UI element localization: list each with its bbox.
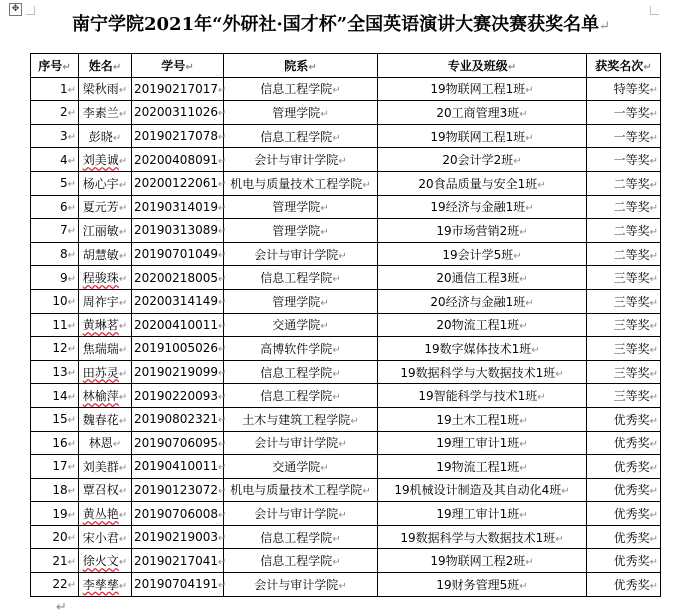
row-major-class-cell: 19智能科学与技术1班↵	[378, 384, 587, 408]
table-row	[31, 384, 661, 408]
row-name-cell: 刘美群↵	[79, 455, 132, 479]
row-major-class-cell: 20食品质量与安全1班↵	[378, 171, 587, 195]
row-major-class-cell: 20经济与金融1班↵	[378, 289, 587, 313]
row-no-cell: 10↵	[31, 289, 79, 313]
row-award-cell: 三等奖↵	[587, 360, 661, 384]
row-name-cell: 田苏灵↵	[79, 360, 132, 384]
row-name-cell: 彭晓↵	[79, 124, 132, 148]
row-major-class-cell: 19数字媒体技术1班↵	[378, 337, 587, 361]
row-department-cell: 高博软件学院↵	[224, 337, 378, 361]
row-award-cell: 优秀奖↵	[587, 407, 661, 431]
row-no-cell: 11↵	[31, 313, 79, 337]
row-no-cell: 5↵	[31, 171, 79, 195]
row-award-cell: 优秀奖↵	[587, 502, 661, 526]
row-name-cell: 魏春花↵	[79, 407, 132, 431]
row-major-class-cell: 19理工审计1班↵	[378, 502, 587, 526]
row-student-id-cell: 20200410011↵	[132, 313, 224, 337]
row-major-class-cell: 19物联网工程1班↵	[378, 77, 587, 101]
header-cell-award: 获奖名次↵	[587, 54, 661, 78]
row-major-class-cell: 19物流工程1班↵	[378, 455, 587, 479]
row-department-cell: 会计与审计学院↵	[224, 148, 378, 172]
row-department-cell: 信息工程学院↵	[224, 266, 378, 290]
header-cell-major-class: 专业及班级↵	[378, 54, 587, 78]
row-department-cell: 信息工程学院↵	[224, 384, 378, 408]
row-department-cell: 管理学院↵	[224, 219, 378, 243]
row-major-class-cell: 19土木工程1班↵	[378, 407, 587, 431]
row-no-cell: 19↵	[31, 502, 79, 526]
table-row	[31, 360, 661, 384]
row-name-cell: 李素兰↵	[79, 101, 132, 125]
row-name-cell: 覃召权↵	[79, 478, 132, 502]
table-row	[31, 289, 661, 313]
row-award-cell: 三等奖↵	[587, 289, 661, 313]
row-award-cell: 优秀奖↵	[587, 455, 661, 479]
table-row	[31, 195, 661, 219]
row-department-cell: 信息工程学院↵	[224, 124, 378, 148]
row-student-id-cell: 20200311026↵	[132, 101, 224, 125]
row-name-cell: 杨心宇↵	[79, 171, 132, 195]
row-no-cell: 17↵	[31, 455, 79, 479]
row-student-id-cell: 20191005026↵	[132, 337, 224, 361]
row-major-class-cell: 20工商管理3班↵	[378, 101, 587, 125]
table-row	[31, 525, 661, 549]
row-name-cell: 焦瑞瑞↵	[79, 337, 132, 361]
table-move-handle-icon[interactable]: ✥	[9, 3, 22, 16]
table-row	[31, 242, 661, 266]
document-title-text: 南宁学院2021年“外研社·国才杯”全国英语演讲大赛决赛获奖名单	[72, 14, 600, 35]
row-name-cell: 刘美诚↵	[79, 148, 132, 172]
table-row	[31, 502, 661, 526]
row-name-cell: 黄丛艳↵	[79, 502, 132, 526]
award-table	[30, 53, 661, 597]
row-no-cell: 8↵	[31, 242, 79, 266]
row-student-id-cell: 20190220093↵	[132, 384, 224, 408]
row-name-cell: 江丽敏↵	[79, 219, 132, 243]
row-name-cell: 黄琳茗↵	[79, 313, 132, 337]
row-department-cell: 信息工程学院↵	[224, 77, 378, 101]
row-award-cell: 优秀奖↵	[587, 478, 661, 502]
row-award-cell: 三等奖↵	[587, 337, 661, 361]
row-department-cell: 交通学院↵	[224, 313, 378, 337]
row-name-cell: 梁秋雨↵	[79, 77, 132, 101]
row-no-cell: 4↵	[31, 148, 79, 172]
row-award-cell: 三等奖↵	[587, 313, 661, 337]
row-student-id-cell: 20190410011↵	[132, 455, 224, 479]
table-row	[31, 478, 661, 502]
table-row	[31, 337, 661, 361]
row-award-cell: 二等奖↵	[587, 171, 661, 195]
table-row	[31, 313, 661, 337]
row-award-cell: 优秀奖↵	[587, 525, 661, 549]
row-award-cell: 一等奖↵	[587, 101, 661, 125]
row-department-cell: 会计与审计学院↵	[224, 502, 378, 526]
table-row	[31, 455, 661, 479]
row-award-cell: 二等奖↵	[587, 242, 661, 266]
row-no-cell: 21↵	[31, 549, 79, 573]
row-award-cell: 特等奖↵	[587, 77, 661, 101]
row-name-cell: 林榆萍↵	[79, 384, 132, 408]
row-major-class-cell: 20通信工程3班↵	[378, 266, 587, 290]
row-department-cell: 土木与建筑工程学院↵	[224, 407, 378, 431]
row-department-cell: 信息工程学院↵	[224, 549, 378, 573]
header-cell-name: 姓名↵	[79, 54, 132, 78]
paragraph-mark-icon: ↵	[599, 19, 610, 34]
document-title	[0, 13, 682, 39]
row-department-cell: 机电与质量技术工程学院↵	[224, 478, 378, 502]
row-student-id-cell: 20190701049↵	[132, 242, 224, 266]
header-cell-student-id: 学号↵	[132, 54, 224, 78]
row-no-cell: 3↵	[31, 124, 79, 148]
row-student-id-cell: 20190314019↵	[132, 195, 224, 219]
row-no-cell: 18↵	[31, 478, 79, 502]
row-student-id-cell: 20190704191↵	[132, 573, 224, 597]
row-major-class-cell: 19经济与金融1班↵	[378, 195, 587, 219]
row-no-cell: 7↵	[31, 219, 79, 243]
row-department-cell: 会计与审计学院↵	[224, 431, 378, 455]
row-student-id-cell: 20190217078↵	[132, 124, 224, 148]
row-name-cell: 胡慧敏↵	[79, 242, 132, 266]
row-department-cell: 信息工程学院↵	[224, 360, 378, 384]
row-major-class-cell: 19理工审计1班↵	[378, 431, 587, 455]
row-no-cell: 22↵	[31, 573, 79, 597]
row-student-id-cell: 20190219003↵	[132, 525, 224, 549]
table-row	[31, 101, 661, 125]
row-department-cell: 交通学院↵	[224, 455, 378, 479]
row-student-id-cell: 20190313089↵	[132, 219, 224, 243]
header-cell-no: 序号↵	[31, 54, 79, 78]
row-major-class-cell: 19数据科学与大数据技术1班↵	[378, 360, 587, 384]
row-major-class-cell: 19数据科学与大数据技术1班↵	[378, 525, 587, 549]
row-student-id-cell: 20190217017↵	[132, 77, 224, 101]
row-student-id-cell: 20190219099↵	[132, 360, 224, 384]
row-no-cell: 15↵	[31, 407, 79, 431]
row-student-id-cell: 20190802321↵	[132, 407, 224, 431]
row-student-id-cell: 20200314149↵	[132, 289, 224, 313]
row-student-id-cell: 20190217041↵	[132, 549, 224, 573]
row-award-cell: 二等奖↵	[587, 219, 661, 243]
row-award-cell: 优秀奖↵	[587, 431, 661, 455]
table-row	[31, 573, 661, 597]
row-award-cell: 三等奖↵	[587, 266, 661, 290]
row-no-cell: 1↵	[31, 77, 79, 101]
row-major-class-cell: 20物流工程1班↵	[378, 313, 587, 337]
table-row	[31, 549, 661, 573]
row-department-cell: 管理学院↵	[224, 289, 378, 313]
row-no-cell: 13↵	[31, 360, 79, 384]
row-award-cell: 优秀奖↵	[587, 573, 661, 597]
row-major-class-cell: 19财务管理5班↵	[378, 573, 587, 597]
row-no-cell: 20↵	[31, 525, 79, 549]
row-student-id-cell: 20200408091↵	[132, 148, 224, 172]
row-major-class-cell: 20会计学2班↵	[378, 148, 587, 172]
row-major-class-cell: 19机械设计制造及其自动化4班↵	[378, 478, 587, 502]
row-award-cell: 二等奖↵	[587, 195, 661, 219]
table-header-row	[31, 54, 661, 78]
row-name-cell: 夏元芳↵	[79, 195, 132, 219]
row-award-cell: 一等奖↵	[587, 124, 661, 148]
row-no-cell: 6↵	[31, 195, 79, 219]
row-department-cell: 管理学院↵	[224, 195, 378, 219]
table-row	[31, 77, 661, 101]
row-student-id-cell: 20190706095↵	[132, 431, 224, 455]
row-student-id-cell: 20190123072↵	[132, 478, 224, 502]
row-department-cell: 管理学院↵	[224, 101, 378, 125]
row-student-id-cell: 20190706008↵	[132, 502, 224, 526]
row-award-cell: 三等奖↵	[587, 384, 661, 408]
row-student-id-cell: 20200218005↵	[132, 266, 224, 290]
row-no-cell: 2↵	[31, 101, 79, 125]
row-name-cell: 林恩↵	[79, 431, 132, 455]
end-paragraph-mark-icon: ↵	[56, 600, 67, 615]
row-award-cell: 优秀奖↵	[587, 549, 661, 573]
header-cell-department: 院系↵	[224, 54, 378, 78]
row-no-cell: 9↵	[31, 266, 79, 290]
row-name-cell: 周祚宇↵	[79, 289, 132, 313]
row-no-cell: 16↵	[31, 431, 79, 455]
row-name-cell: 程骏珠↵	[79, 266, 132, 290]
row-department-cell: 信息工程学院↵	[224, 525, 378, 549]
table-row	[31, 407, 661, 431]
table-row	[31, 148, 661, 172]
table-row	[31, 266, 661, 290]
row-major-class-cell: 19市场营销2班↵	[378, 219, 587, 243]
row-no-cell: 14↵	[31, 384, 79, 408]
row-major-class-cell: 19物联网工程2班↵	[378, 549, 587, 573]
row-name-cell: 徐火文↵	[79, 549, 132, 573]
table-row	[31, 171, 661, 195]
row-department-cell: 机电与质量技术工程学院↵	[224, 171, 378, 195]
row-department-cell: 会计与审计学院↵	[224, 573, 378, 597]
table-row	[31, 431, 661, 455]
row-no-cell: 12↵	[31, 337, 79, 361]
table-row	[31, 219, 661, 243]
row-major-class-cell: 19会计学5班↵	[378, 242, 587, 266]
row-name-cell: 宋小君↵	[79, 525, 132, 549]
table-row	[31, 124, 661, 148]
row-major-class-cell: 19物联网工程1班↵	[378, 124, 587, 148]
row-award-cell: 一等奖↵	[587, 148, 661, 172]
row-department-cell: 会计与审计学院↵	[224, 242, 378, 266]
row-name-cell: 李孳孳↵	[79, 573, 132, 597]
row-student-id-cell: 20200122061↵	[132, 171, 224, 195]
